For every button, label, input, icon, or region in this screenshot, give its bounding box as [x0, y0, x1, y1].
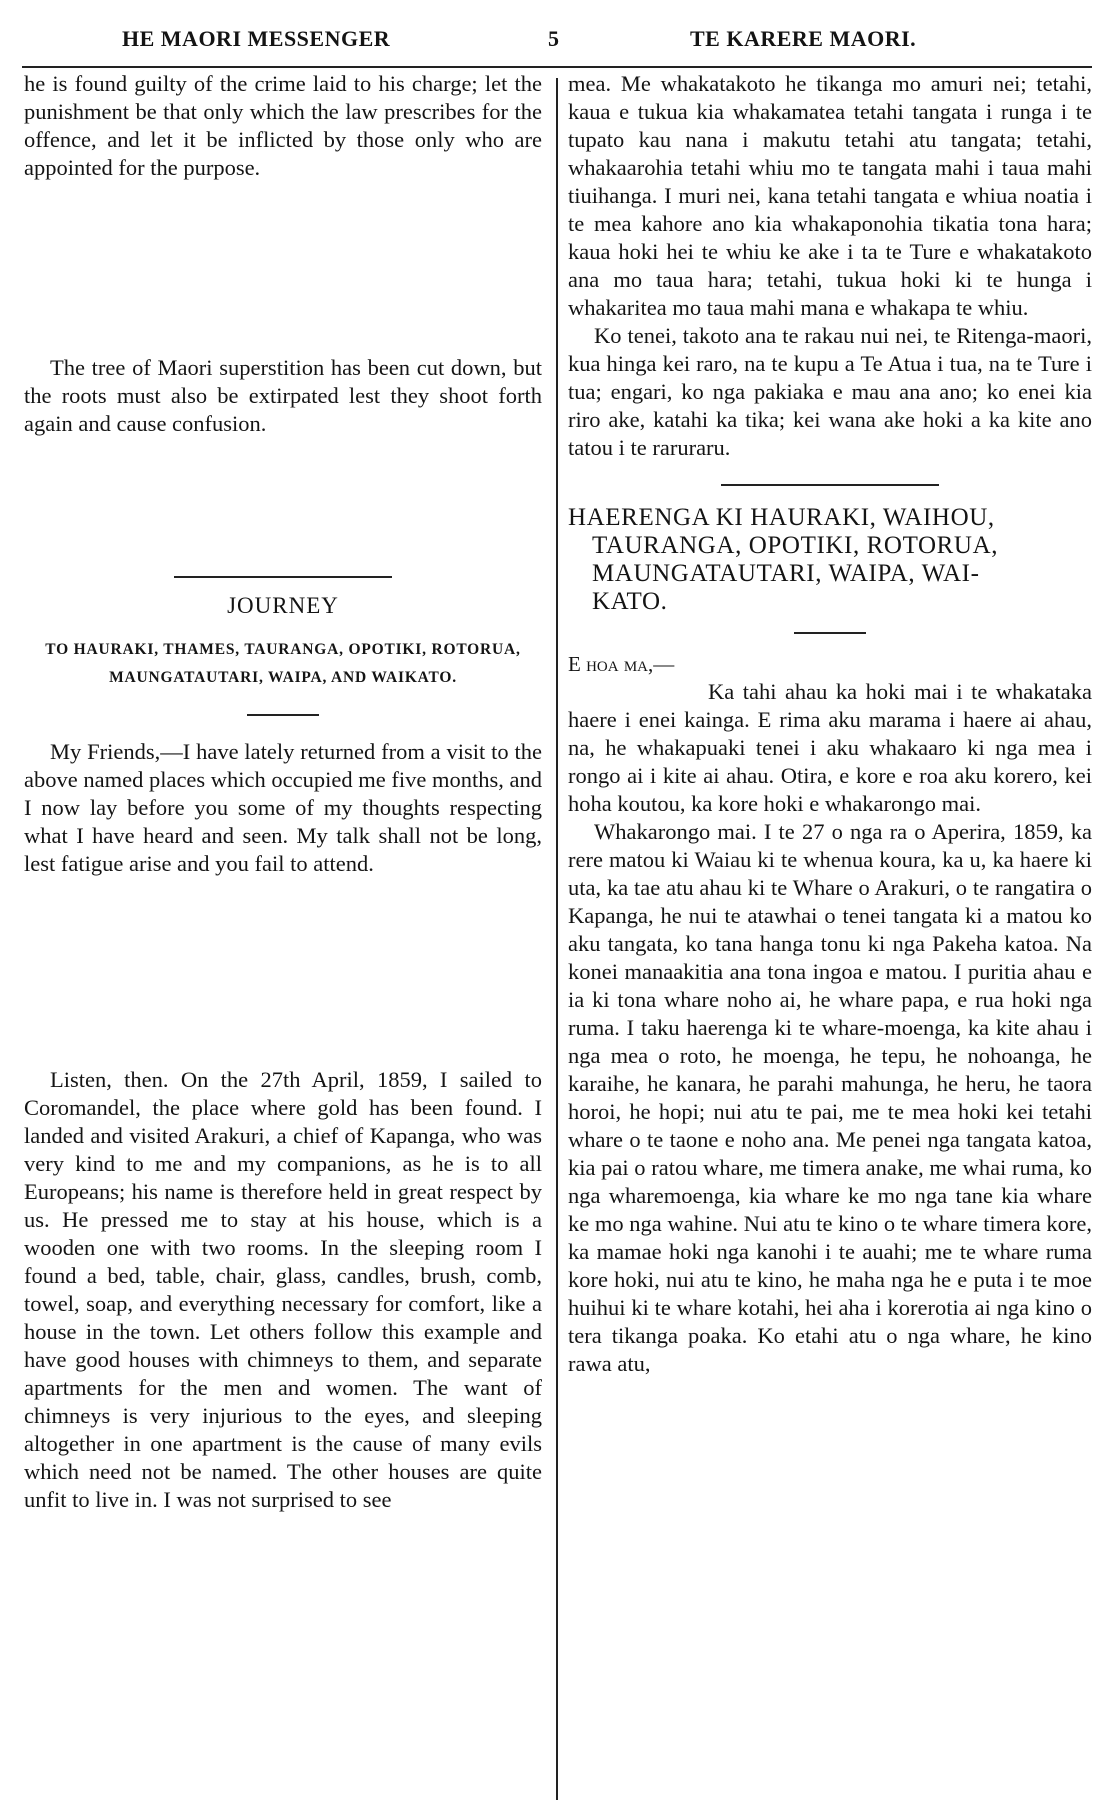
haerenga-title: [568, 504, 1092, 616]
haerenga-title-line-2: TAURANGA, OPOTIKI, ROTORUA,: [592, 532, 999, 559]
section-divider-rule-maori: [721, 484, 939, 486]
english-paragraph-listen: Listen, then. On the 27th April, 1859, I sailed to Coromandel, the place where gold has been found. I landed and visited Arakuri, a chief of Kapanga, who was very kind to me and my companions, as he is to all Europeans; his name is therefore held in great respect by us. He pressed me to stay at his house, which is a wooden one with two rooms. In the sleeping room I found a bed, table, chair, glass, candles, brush, comb, towel, soap, and everything necessary for comfort, like a house in the town. Let others follow this example and have good houses with chimneys to them, and separate apartments for the men and women. The want of chimneys is very injurious to the eyes, and sleeping altogether in one apartment is the cause of many evils which need not be named. The other houses are quite unfit to live in. I was not surprised to see: [24, 1067, 542, 1512]
maori-column: [568, 70, 1092, 1378]
haerenga-title-line-3: MAUNGATAUTARI, WAIPA, WAI-: [592, 560, 980, 587]
maori-paragraph-rakau: Ko tenei, takoto ana te rakau nui nei, te Ritenga-maori, kua hinga kei raro, na te kupu a Te Atua i tua, na te Ture i tua; engari, ko nga pakiaka e mau ana ano; ko enei kia riro ake, katahi ka tika; kei wana ake hoki a ka kite ano tatou i te raruraru.: [568, 323, 1092, 460]
maori-paragraph-tikanga: mea. Me whakatakoto he tikanga mo amuri nei; tetahi, kaua e tukua kia whakamatea tetahi tangata i runga i te tupato kau nana i makutu tetahi atu tangata; tetahi, whakaarohia tetahi whiu mo te tangata mahi i taua mahi tiuihanga. I muri nei, kana tetahi tangata e whiua noatia i te mea kahore ano kia whakaponohia tikatia tona hara; kaua hoki hei te whiu ke ake i ta te Ture e whakatakoto ana mo taua hara; tetahi, tukua hoki ki te hunga i whakaritea mo taua mahi mana e whakapa te whiu.: [568, 71, 1092, 320]
haerenga-title-line-4: KATO.: [592, 588, 668, 615]
maori-title-short-rule: [794, 632, 866, 634]
maori-paragraph-kainga: Ka tahi ahau ka hoki mai i te whakataka haere i enei kainga. E rima aku marama i haere ai ahau, na, he whakapuaki tenei i aku whakaaro ki nga mea i rongo ai i kite ai ahau. Otira, e kore e roa aku korero, kei hoha koutou, ka kore hoki e whakarongo mai.: [568, 679, 1092, 816]
english-column: [24, 70, 542, 1514]
header-rule: [22, 66, 1092, 68]
page-header: [0, 18, 1114, 58]
page-number: 5: [548, 26, 560, 51]
english-paragraph-punishment: he is found guilty of the crime laid to his charge; let the punishment be that only which the law prescribes for the offence, and let it be inflicted by those only who are appointed for the purpose.: [24, 71, 542, 180]
english-masthead: HE MAORI MESSENGER: [122, 26, 391, 51]
haerenga-title-line-1: HAERENGA KI HAURAKI, WAIHOU,: [568, 504, 995, 531]
maori-paragraph-whakarongo: Whakarongo mai. I te 27 o nga ra o Aperira, 1859, ka rere matou ki Waiau ki te whenua koura, ka u, ka haere ki uta, ka tae atu ahau ki te Whare o Arakuri, o te rangatira o Kapanga, he nui te atawhai o tenei tangata ki a matou ko aku tangata, ko tana hanga tonu ki nga Pakeha katoa. Na konei manaakitia ana tona ingoa e matou. I puritia ahau e ia ki tona whare noho ai, he whare papa, e rua hoki nga ruma. I taku haerenga ki te whare-moenga, ka kite ahau i nga mea o roto, he moenga, he tepu, he nohoanga, he karaihe, he kanara, he parahi mahunga, he heru, he taora horoi, he hopi; nui atu te pai, me te mea hoki kei tetahi whare o te taone e noho ana. Me penei nga tangata katoa, kia pai o ratou whare, me timera anake, me whai ruma, ko nga wharemoenga, kia whare ke mo nga tane kia whare ke mo nga wahine. Nui atu te kino o te whare timera kore, ka mamae hoki nga kanohi i te auahi; me te whare ruma kore hoki, nui atu te kino, he maha nga he e puta i te moe huihui ki te whare kotahi, hei aha i korerotia ai nga kino o tera tikanga poaka. Ko etahi atu o nga whare, he kino rawa atu,: [568, 819, 1092, 1376]
maori-masthead: TE KARERE MAORI.: [690, 26, 917, 51]
maori-greeting: [568, 650, 1092, 678]
section-divider-rule: [174, 576, 392, 578]
greeting-initial: E: [568, 652, 581, 676]
english-paragraph-superstition: The tree of Maori superstition has been cut down, but the roots must also be extirpated lest they shoot forth again and cause confusion.: [24, 355, 542, 436]
journey-subtitle: TO HAURAKI, THAMES, TAURANGA, OPOTIKI, ROTORUA, MAUNGATAUTARI, WAIPA, AND WAIKATO.: [45, 641, 521, 686]
english-paragraph-friends: My Friends,—I have lately returned from a visit to the above named places which occupied me five months, and I now lay before you some of my thoughts respecting what I have heard and seen. My talk shall not be long, lest fatigue arise and you fail to attend.: [24, 739, 542, 876]
greeting-rest: hoa ma,—: [586, 652, 675, 676]
column-divider: [556, 78, 558, 1800]
journey-title: JOURNEY: [227, 593, 339, 618]
